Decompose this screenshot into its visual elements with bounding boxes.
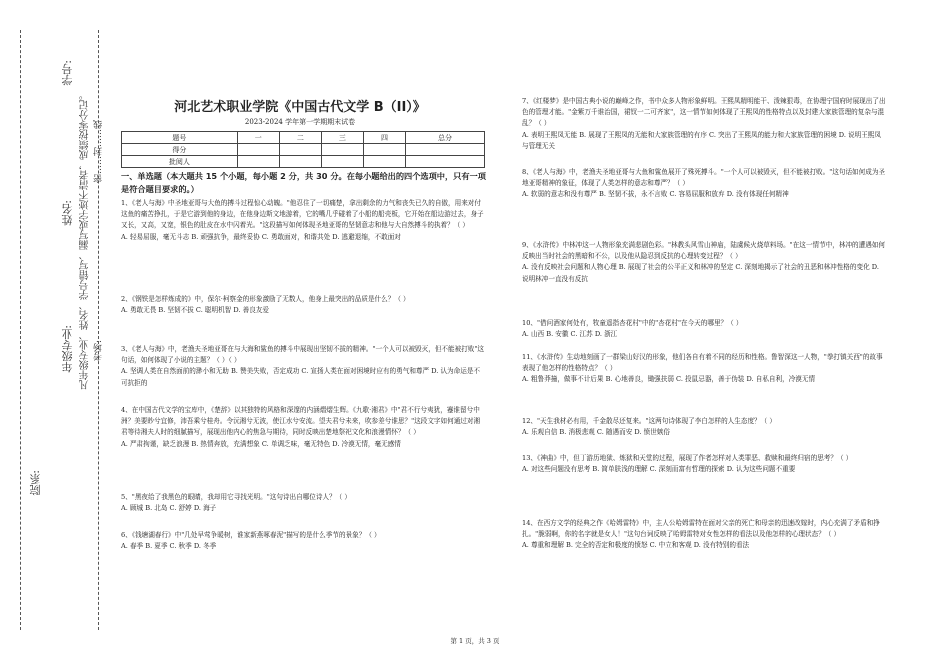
- question-options: A. 严肃拘谨，缺乏浪漫 B. 热情奔放，充满想象 C. 单调乏味，毫无特色 D. 冷漠无情，毫无感情: [121, 439, 401, 448]
- question-1: [121, 198, 486, 243]
- question-8: [522, 167, 887, 201]
- question-stem: 5、"黑夜给了我黑色的眼睛，我却用它寻找光明。"这句诗出自哪位诗人？（ ）: [121, 493, 351, 501]
- question-options: A. 表明王熙凤无能 B. 展现了王熙凤的无能和大家族管理的有序 C. 突出了王熙凤的能力和大家族管理的困境 D. 说明王熙凤与管理无关: [522, 130, 882, 150]
- score-cell: [363, 144, 405, 156]
- score-cell: [279, 144, 321, 156]
- question-stem: 7、《红楼梦》是中国古典小说的巅峰之作，书中众多人物形象鲜明。王熙凤精明能干、泼辣狠毒，在协理宁国府时展现出了出色的管理才能。"金紫万千谁治国，裙钗一二可齐家"，这一情节如何体现了王熙凤的性格特点以及封建大家族管理的复杂与混乱？（ ）: [522, 97, 886, 128]
- exam-title: 河北艺术职业学院《中国古代文学 B（II）》: [174, 100, 426, 115]
- question-stem: 2、《钢铁是怎样炼成的》中，保尔·柯察金的形象激励了无数人，他身上最突出的品质是什么？（ ）: [121, 295, 410, 303]
- question-options: A. 坚调人类在自然面前的渺小和无助 B. 赞美失败，否定成功 C. 宣扬人类在面对困境时应有的勇气和尊严 D. 认为命运是不可抗拒的: [121, 367, 481, 387]
- question-stem: 14、在西方文学的经典之作《哈姆雷特》中，主人公哈姆雷特在面对父亲的死亡和母亲的迅速改嫁时，内心充满了矛盾和挣扎。"脆弱啊，你的名字就是女人！"这句台词反映了哈姆雷特对女性怎样的看法以及他怎样的心理状态？（ ）: [522, 519, 880, 539]
- score-cell: [237, 156, 279, 168]
- question-options: A. 山西 B. 安徽 C. 江苏 D. 浙江: [522, 330, 618, 339]
- seal-words: 密……封……线: [94, 120, 104, 183]
- question-7: [522, 96, 887, 152]
- question-options: A. 顾城 B. 北岛 C. 舒婷 D. 海子: [121, 504, 217, 513]
- question-10: [522, 318, 887, 340]
- question-stem: 10、"借问酒家何处有，牧童遥指杏花村"中的"杏花村"在今天的哪里？（ ）: [522, 319, 743, 327]
- question-stem: 6、《钱塘湖春行》中"几处早莺争暖树，谁家新燕啄春泥"描写的是什么季节的景象？（ ）: [121, 531, 381, 539]
- score-header-cell: 四: [363, 132, 405, 144]
- section-heading: 一、单选题（本大题共 15 个小题，每小题 2 分，共 30 分。在每小题给出的四个选项中，只有一项是符合题目要求的。）: [121, 171, 486, 194]
- class-label: 年级专业:: [61, 325, 74, 373]
- question-options: A. 对这些问题没有思考 B. 简单肤浅的理解 C. 深刻而富有哲理的探索 D. 认为这些问题不重要: [522, 465, 796, 474]
- score-table-row: [122, 144, 485, 156]
- score-cell: [237, 144, 279, 156]
- page-footer: 第 1 页，共 3 页: [450, 637, 500, 645]
- score-table-header-row: [122, 132, 485, 144]
- student-id-label: 学号:: [61, 60, 74, 86]
- question-3: [121, 344, 486, 389]
- question-stem: 1、《老人与海》中圣地亚哥与大鱼的搏斗过程惊心动魄。"他忍住了一切痛楚，拿出剩余的力气和丧失已久的自傲，用来对付这鱼的痛苦挣扎，于是它游到他的身边，在他身边斯文地游着，它的嘴几乎碰着了小船的船壳板，它开始在船边游过去，身子又长，又高，又宽，银色的肚皮在水中闪着光。"这段描写如何体现圣地亚哥的坚韧意志和他与大自然搏斗的执着？（ ）: [121, 199, 484, 230]
- grader-row-label: 批阅人: [122, 156, 238, 168]
- question-11: [522, 352, 887, 386]
- question-14: [522, 518, 887, 552]
- question-4: [121, 405, 486, 450]
- score-row-label: 得分: [122, 144, 238, 156]
- question-options: A. 轻易屈服，毫无斗志 B. 顽强抗争，最终妥协 C. 勇敢面对，和谐共处 D. 逃避退缩，不敢面对: [121, 232, 401, 241]
- seat-label: 考场:: [94, 340, 104, 362]
- question-12: [522, 416, 887, 438]
- question-options: A. 尊重和理解 B. 完全的否定和极度的愤怒 C. 中立和客观 D. 没有特别的看法: [522, 541, 750, 550]
- question-2: [121, 294, 486, 316]
- score-header-cell: 二: [279, 132, 321, 144]
- binding-margin: [0, 0, 110, 672]
- question-stem: 11、《水浒传》生动地刻画了一群梁山好汉的形象，他们各自有着不同的经历和性格。鲁智深这一人物，"拳打镇关西"的故事表现了他怎样的性格特点？（ ）: [522, 353, 883, 373]
- score-cell: [406, 144, 485, 156]
- question-options: A. 春季 B. 夏季 C. 秋季 D. 冬季: [121, 542, 217, 551]
- question-options: A. 勇敢无畏 B. 坚韧不拔 C. 聪明机智 D. 善良友爱: [121, 306, 270, 315]
- score-header-cell: 三: [321, 132, 363, 144]
- question-options: A. 没有反映社会问题和人物心理 B. 展现了社会的公平正义和林冲的坚定 C. 深刻地揭示了社会的丑恶和林冲性格的变化 D. 说明林冲一直没有反抗: [522, 263, 879, 283]
- question-stem: 9、《水浒传》中林冲这一人物形象充满悲剧色彩。"林教头风雪山神庙，陆虞候火烧草料场。"在这一情节中，林冲的遭遇如何反映出当时社会的黑暗和不公，以及他从隐忍到反抗的心理转变过程？（ ）: [522, 241, 886, 261]
- question-options: A. 粗鲁莽撞，做事不计后果 B. 心地善良，锄强扶弱 C. 投鼠忌器，善于伪装 D. 自私自利，冷漠无情: [522, 375, 816, 384]
- score-cell: [406, 156, 485, 168]
- question-options: A. 软弱的意志和没有尊严 B. 坚韧不拔，永不言败 C. 容易屈服和放弃 D. 没有体现任何精神: [522, 190, 789, 199]
- score-header-cell: 总分: [406, 132, 485, 144]
- name-label: 姓名:: [61, 200, 74, 226]
- score-cell: [279, 156, 321, 168]
- score-cell: [321, 156, 363, 168]
- score-header-cell: 一: [237, 132, 279, 144]
- exam-subtitle: 2023-2024 学年第一学期期末试卷: [244, 118, 356, 126]
- question-stem: 4、在中国古代文学的宝库中，《楚辞》以其独特的风格和深邃的内涵熠熠生辉。《九歌·湘君》中"君不行兮夷犹，蹇谁留兮中洲？美要眇兮宜修，沛吾乘兮桂舟。令沅湘兮无波，使江水兮安流。望夫君兮未来，吹参差兮谁思？"这段文字如何通过对湘君等待湘夫人时的细腻描写，展现出他内心的焦急与期待，同时反映出楚地祭祀文化和浪漫情怀？（ ）: [121, 406, 481, 437]
- question-6: [121, 530, 486, 552]
- score-cell: [321, 144, 363, 156]
- binding-instructions: 凡年级专业、姓名、学号错写、漏写或字迹不清者，成绩按零分记。: [80, 90, 91, 390]
- question-stem: 12、"天生我材必有用，千金散尽还复来。"这两句诗体现了李白怎样的人生态度？（ ）: [522, 417, 776, 425]
- question-13: [522, 453, 887, 475]
- question-options: A. 乐观自信 B. 消极悲观 C. 随遇而安 D. 愤世嫉俗: [522, 428, 671, 437]
- question-9: [522, 240, 887, 285]
- score-table: [121, 131, 485, 168]
- binding-line-outer: [20, 30, 21, 630]
- score-table-row: [122, 156, 485, 168]
- dept-label: 院系:: [29, 470, 42, 496]
- question-stem: 13、《神曲》中，但丁游历地狱、炼狱和天堂的过程，展现了作者怎样对人类罪恶、救赎和最终归宿的思考？（ ）: [522, 454, 853, 462]
- question-stem: 3、《老人与海》中，老渔夫圣地亚哥在与大海和鲨鱼的搏斗中展现出坚韧不拔的精神。"一个人可以被毁灭，但不能被打败"这句话，如何体现了小说的主题？（ ）（ ）: [121, 345, 485, 365]
- question-5: [121, 492, 486, 514]
- score-cell: [363, 156, 405, 168]
- question-stem: 8、《老人与海》中，老渔夫圣地亚哥与大鱼和鲨鱼展开了殊死搏斗。"一个人可以被毁灭，但不能被打败。"这句话如何成为圣地亚哥精神的象征，体现了人类怎样的意志和尊严？（ ）: [522, 168, 886, 188]
- score-header-cell: 题号: [122, 132, 238, 144]
